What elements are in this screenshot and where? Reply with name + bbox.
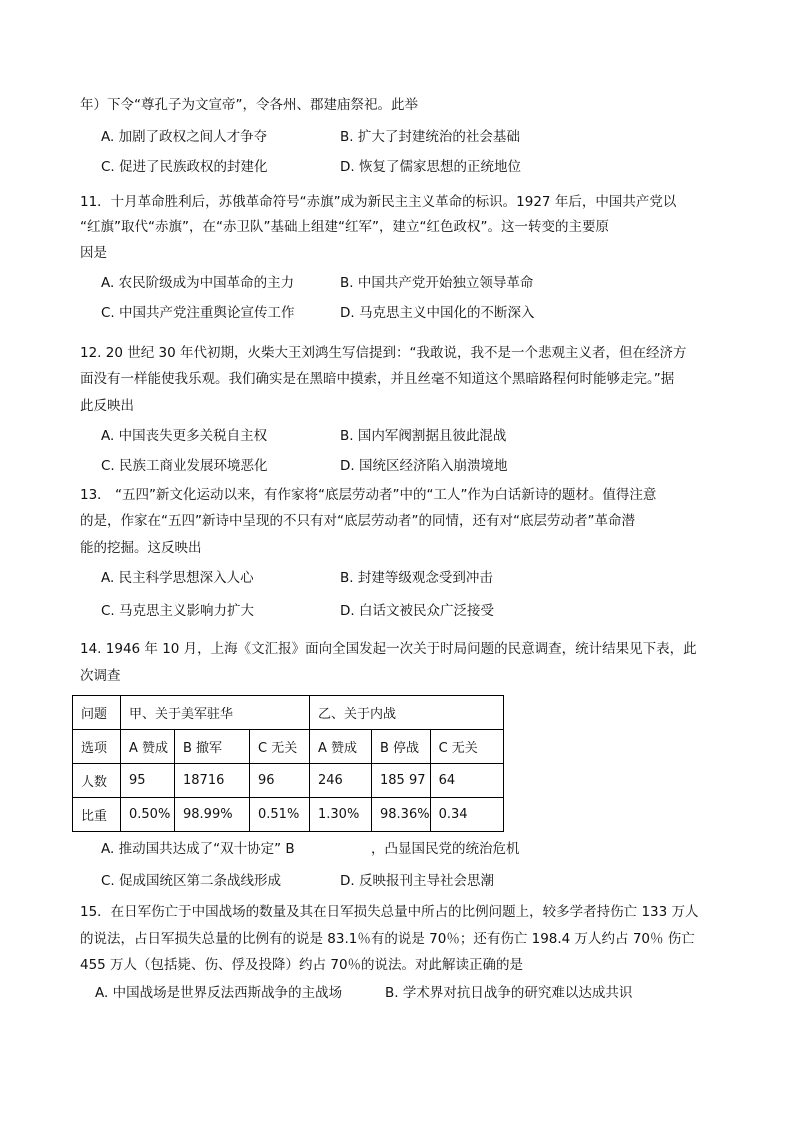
table-row	[73, 798, 504, 832]
table-cell: C 无关	[250, 730, 310, 764]
q10-option-a: A. 加剧了政权之间人才争夺	[101, 129, 268, 145]
q11-stem-line-3: 因是	[80, 245, 107, 261]
q11-option-b: B. 中国共产党开始独立领导革命	[340, 275, 534, 291]
q14-stem-line-1: 14. 1946 年 10 月，上海《文汇报》面向全国发起一次关于时局问题的民意调查，统计结果见下表，此	[80, 641, 697, 657]
q12-stem-line-3: 此反映出	[80, 398, 134, 414]
table-cell: 0.50%	[121, 798, 175, 832]
q15-stem-line-1: 15．在日军伤亡于中国战场的数量及其在日军损失总量中所占的比例问题上，较多学者持伤亡 133 万人	[80, 904, 699, 920]
survey-table	[72, 695, 504, 832]
q12-option-c: C. 民族工商业发展环境恶化	[101, 458, 268, 474]
table-cell: 98.99%	[175, 798, 250, 832]
table-cell: 1.30%	[310, 798, 372, 832]
q15-option-b: B. 学术界对抗日战争的研究难以达成共识	[385, 985, 633, 1001]
q12-option-d: D. 国统区经济陷入崩溃境地	[340, 458, 508, 474]
table-cell: 246	[310, 764, 372, 798]
table-cell: 人数	[73, 764, 121, 798]
q13-option-a: A. 民主科学思想深入人心	[101, 570, 254, 586]
q11-option-c: C. 中国共产党注重舆论宣传工作	[101, 305, 295, 321]
q13-stem-line-3: 能的挖掘。这反映出	[80, 540, 202, 556]
q14-stem-line-2: 次调查	[80, 668, 121, 684]
q10-stem: 年）下令“尊孔子为文宣帝”，令各州、郡建庙祭祀。此举	[80, 97, 418, 113]
table-cell: 96	[250, 764, 310, 798]
table-cell: 18716	[175, 764, 250, 798]
q12-option-a: A. 中国丧失更多关税自主权	[101, 428, 268, 444]
q14-option-a: A. 推动国共达成了“双十协定” B	[101, 841, 295, 857]
table-cell: C 无关	[430, 730, 503, 764]
q14-option-b-fragment: ，凸显国民党的统治危机	[371, 841, 520, 857]
q15-stem-line-3: 455 万人（包括毙、伤、俘及投降）约占 70％的说法。对此解读正确的是	[80, 957, 524, 973]
q11-stem-line-1: 11．十月革命胜利后，苏俄革命符号“赤旗”成为新民主主义革命的标识。1927 年后，中国共产党以	[80, 194, 677, 210]
table-row	[73, 730, 504, 764]
q10-option-c: C. 促进了民族政权的封建化	[101, 159, 268, 175]
table-cell: 乙、关于内战	[310, 696, 504, 730]
q11-stem-line-2: “红旗”取代“赤旗”，在“赤卫队”基础上组建“红军”，建立“红色政权”。这一转变的主要原	[80, 219, 609, 235]
table-cell: B 停战	[372, 730, 431, 764]
q13-option-c: C. 马克思主义影响力扩大	[101, 603, 255, 619]
table-cell: 95	[121, 764, 175, 798]
table-cell: 0.34	[430, 798, 503, 832]
q12-stem-line-2: 面没有一样能使我乐观。我们确实是在黑暗中摸索，并且丝毫不知道这个黑暗路程何时能够走完。”据	[80, 371, 675, 387]
table-cell: 64	[430, 764, 503, 798]
q15-option-a: A. 中国战场是世界反法西斯战争的主战场	[95, 985, 343, 1001]
table-cell: A 赞成	[121, 730, 175, 764]
q14-option-c: C. 促成国统区第二条战线形成	[101, 873, 282, 889]
q11-option-d: D. 马克思主义中国化的不断深入	[340, 305, 535, 321]
q11-option-a: A. 农民阶级成为中国革命的主力	[101, 275, 295, 291]
q12-stem-line-1: 12. 20 世纪 30 年代初期，火柴大王刘鸿生写信提到：“我敢说，我不是一个悲观主义者，但在经济方	[80, 345, 687, 361]
table-cell: 甲、关于美军驻华	[121, 696, 310, 730]
table-cell: 185 97	[372, 764, 431, 798]
q13-stem-line-1: 13． “五四”新文化运动以来，有作家将“底层劳动者”中的“工人”作为白话新诗的题材。值得注意	[80, 487, 657, 503]
table-cell: A 赞成	[310, 730, 372, 764]
table-header-row	[73, 696, 504, 730]
table-row	[73, 764, 504, 798]
q10-option-b: B. 扩大了封建统治的社会基础	[340, 129, 520, 145]
table-cell: B 撤军	[175, 730, 250, 764]
table-cell: 选项	[73, 730, 121, 764]
q10-option-d: D. 恢复了儒家思想的正统地位	[340, 159, 521, 175]
table-cell: 98.36%	[372, 798, 431, 832]
q13-option-b: B. 封建等级观念受到冲击	[340, 570, 493, 586]
table-cell: 0.51%	[250, 798, 310, 832]
q15-stem-line-2: 的说法，占日军损失总量的比例有的说是 83.1％有的说是 70％；还有伤亡 198.4 万人约占 70％ 伤亡	[80, 931, 695, 947]
q13-stem-line-2: 的是，作家在“五四”新诗中呈现的不只有对“底层劳动者”的同情，还有对“底层劳动者”革命潜	[80, 513, 635, 529]
table-cell: 比重	[73, 798, 121, 832]
q13-option-d: D. 白话文被民众广泛接受	[340, 603, 494, 619]
q14-option-d: D. 反映报刊主导社会思潮	[340, 873, 494, 889]
q12-option-b: B. 国内军阀割据且彼此混战	[340, 428, 507, 444]
table-cell: 问题	[73, 696, 121, 730]
